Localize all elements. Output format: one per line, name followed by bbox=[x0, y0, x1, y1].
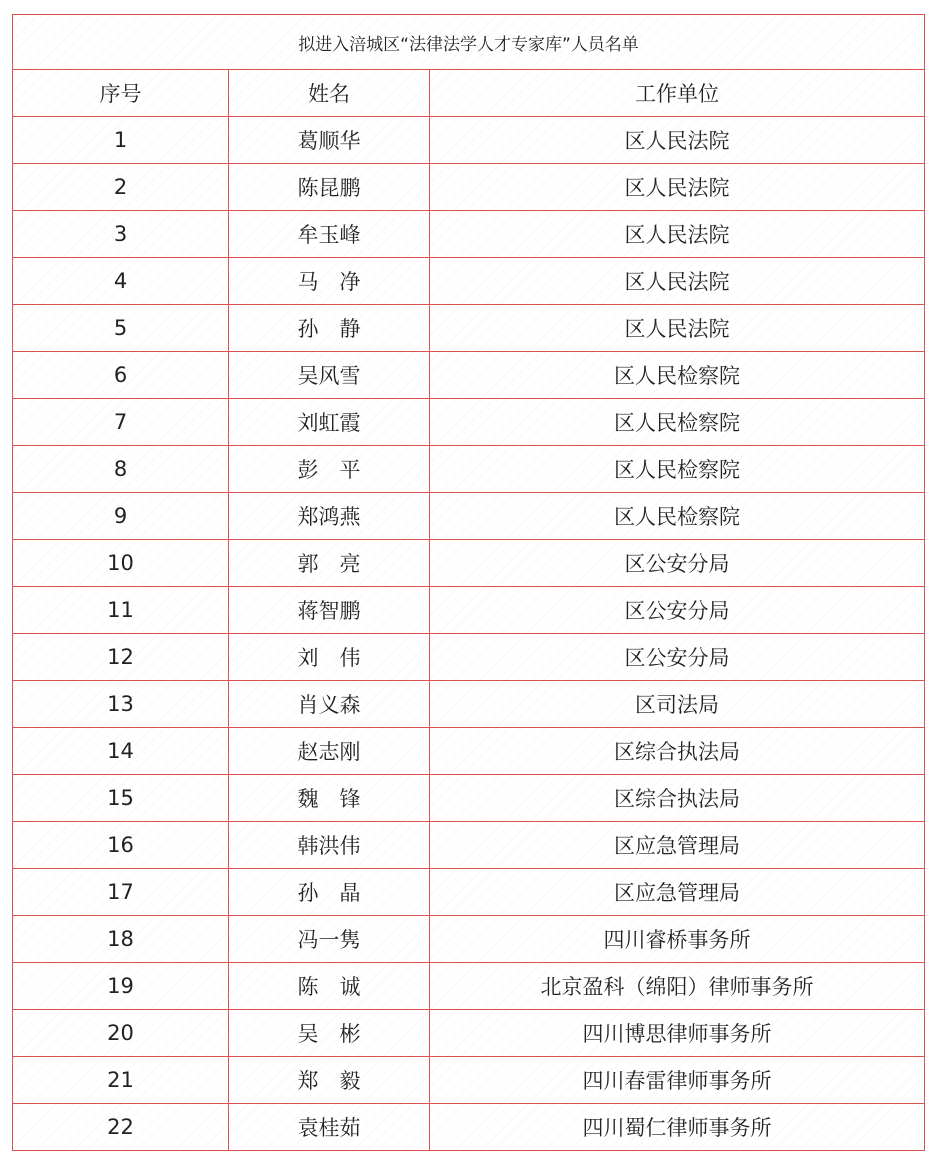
row-name: 赵志刚 bbox=[229, 728, 430, 775]
row-name: 孙 晶 bbox=[229, 869, 430, 916]
table-row bbox=[13, 493, 925, 540]
row-workplace: 区公安分局 bbox=[430, 540, 925, 587]
header-row bbox=[13, 70, 925, 117]
row-workplace: 区人民法院 bbox=[430, 164, 925, 211]
header-name: 姓名 bbox=[229, 70, 430, 117]
table-row bbox=[13, 1104, 925, 1151]
row-workplace: 区人民检察院 bbox=[430, 493, 925, 540]
table-row bbox=[13, 1010, 925, 1057]
row-workplace: 区综合执法局 bbox=[430, 775, 925, 822]
row-workplace: 四川春雷律师事务所 bbox=[430, 1057, 925, 1104]
table-row bbox=[13, 681, 925, 728]
row-name: 郭 亮 bbox=[229, 540, 430, 587]
table-row bbox=[13, 587, 925, 634]
table-row bbox=[13, 869, 925, 916]
row-name: 葛顺华 bbox=[229, 117, 430, 164]
table-row bbox=[13, 1057, 925, 1104]
row-index: 11 bbox=[13, 587, 229, 634]
row-workplace: 区公安分局 bbox=[430, 634, 925, 681]
row-name: 吴 彬 bbox=[229, 1010, 430, 1057]
row-index: 5 bbox=[13, 305, 229, 352]
row-index: 7 bbox=[13, 399, 229, 446]
table-row bbox=[13, 540, 925, 587]
row-index: 17 bbox=[13, 869, 229, 916]
row-workplace: 区人民检察院 bbox=[430, 352, 925, 399]
row-workplace: 区人民法院 bbox=[430, 305, 925, 352]
row-workplace: 区司法局 bbox=[430, 681, 925, 728]
row-name: 吴风雪 bbox=[229, 352, 430, 399]
row-index: 12 bbox=[13, 634, 229, 681]
row-index: 20 bbox=[13, 1010, 229, 1057]
row-index: 16 bbox=[13, 822, 229, 869]
row-index: 18 bbox=[13, 916, 229, 963]
row-index: 3 bbox=[13, 211, 229, 258]
row-name: 郑 毅 bbox=[229, 1057, 430, 1104]
row-index: 8 bbox=[13, 446, 229, 493]
row-name: 冯一隽 bbox=[229, 916, 430, 963]
row-workplace: 区综合执法局 bbox=[430, 728, 925, 775]
row-name: 刘虹霞 bbox=[229, 399, 430, 446]
name-list-container bbox=[12, 14, 924, 1151]
row-workplace: 四川睿桥事务所 bbox=[430, 916, 925, 963]
row-name: 陈昆鹏 bbox=[229, 164, 430, 211]
table-row bbox=[13, 399, 925, 446]
row-name: 刘 伟 bbox=[229, 634, 430, 681]
row-index: 1 bbox=[13, 117, 229, 164]
row-name: 韩洪伟 bbox=[229, 822, 430, 869]
table-row bbox=[13, 775, 925, 822]
row-workplace: 四川蜀仁律师事务所 bbox=[430, 1104, 925, 1151]
table-row bbox=[13, 117, 925, 164]
table-row bbox=[13, 211, 925, 258]
row-index: 13 bbox=[13, 681, 229, 728]
header-workplace: 工作单位 bbox=[430, 70, 925, 117]
table-row bbox=[13, 822, 925, 869]
row-index: 14 bbox=[13, 728, 229, 775]
row-index: 10 bbox=[13, 540, 229, 587]
row-workplace: 区人民法院 bbox=[430, 117, 925, 164]
table-row bbox=[13, 164, 925, 211]
table-row bbox=[13, 305, 925, 352]
name-list-table bbox=[12, 14, 925, 1151]
table-row bbox=[13, 728, 925, 775]
row-name: 牟玉峰 bbox=[229, 211, 430, 258]
table-body bbox=[13, 117, 925, 1151]
row-index: 21 bbox=[13, 1057, 229, 1104]
row-workplace: 区应急管理局 bbox=[430, 869, 925, 916]
row-name: 魏 锋 bbox=[229, 775, 430, 822]
row-workplace: 区人民检察院 bbox=[430, 399, 925, 446]
row-workplace: 区人民检察院 bbox=[430, 446, 925, 493]
row-index: 6 bbox=[13, 352, 229, 399]
row-name: 郑鸿燕 bbox=[229, 493, 430, 540]
row-name: 肖义森 bbox=[229, 681, 430, 728]
row-workplace: 区应急管理局 bbox=[430, 822, 925, 869]
table-row bbox=[13, 634, 925, 681]
row-name: 马 净 bbox=[229, 258, 430, 305]
header-index: 序号 bbox=[13, 70, 229, 117]
row-workplace: 北京盈科（绵阳）律师事务所 bbox=[430, 963, 925, 1010]
row-workplace: 区人民法院 bbox=[430, 211, 925, 258]
row-name: 蒋智鹏 bbox=[229, 587, 430, 634]
row-workplace: 区人民法院 bbox=[430, 258, 925, 305]
row-index: 22 bbox=[13, 1104, 229, 1151]
table-row bbox=[13, 352, 925, 399]
table-row bbox=[13, 258, 925, 305]
row-name: 陈 诚 bbox=[229, 963, 430, 1010]
table-row bbox=[13, 446, 925, 493]
table-row bbox=[13, 963, 925, 1010]
row-index: 4 bbox=[13, 258, 229, 305]
row-name: 彭 平 bbox=[229, 446, 430, 493]
row-index: 9 bbox=[13, 493, 229, 540]
table-title: 拟进入涪城区“法律法学人才专家库”人员名单 bbox=[13, 15, 925, 70]
row-name: 袁桂茹 bbox=[229, 1104, 430, 1151]
row-workplace: 四川博思律师事务所 bbox=[430, 1010, 925, 1057]
row-workplace: 区公安分局 bbox=[430, 587, 925, 634]
row-index: 2 bbox=[13, 164, 229, 211]
table-row bbox=[13, 916, 925, 963]
row-name: 孙 静 bbox=[229, 305, 430, 352]
row-index: 15 bbox=[13, 775, 229, 822]
title-row bbox=[13, 15, 925, 70]
row-index: 19 bbox=[13, 963, 229, 1010]
